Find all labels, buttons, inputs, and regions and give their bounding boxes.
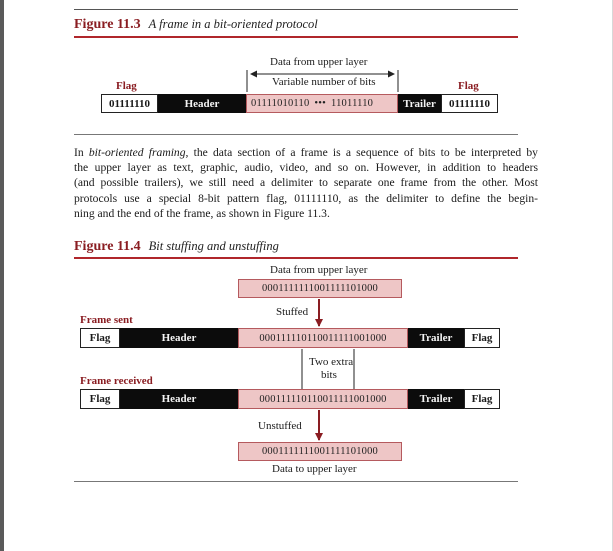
paragraph-line: ning and the end of the frame, as shown in Figure 11.3. xyxy=(74,206,330,220)
frame-data-bits-end: 11011110 xyxy=(331,98,374,109)
frame-sent-label: Frame sent xyxy=(80,314,133,326)
received-flag-right: Flag xyxy=(464,389,500,409)
frame-header: Header xyxy=(158,94,246,113)
figure-11-3-number: Figure 11.3 xyxy=(74,17,141,32)
received-flag-left: Flag xyxy=(80,389,120,409)
frame-data-ellipsis: ••• xyxy=(314,98,327,109)
frame-trailer: Trailer xyxy=(398,94,441,113)
sent-flag-left: Flag xyxy=(80,328,120,348)
extra-bits-label: bits xyxy=(321,369,337,381)
frame-flag-left: 01111110 xyxy=(101,94,158,113)
figure-11-4-number: Figure 11.4 xyxy=(74,239,141,254)
flag-left-label: Flag xyxy=(116,80,137,92)
frame-data-bits-start: 01111010110 xyxy=(251,98,310,109)
result-data-bits: 0001111111001111101000 xyxy=(238,442,402,461)
received-trailer: Trailer xyxy=(408,389,464,409)
paragraph-line: the upper layer as text, graphic, audio, video, and so on. However, in addition to headers xyxy=(74,161,538,175)
sent-flag-right: Flag xyxy=(464,328,500,348)
data-from-upper-layer-label-2: Data from upper layer xyxy=(270,264,368,276)
figure-11-3-title: A frame in a bit-oriented protocol xyxy=(148,17,318,31)
stuffed-label: Stuffed xyxy=(276,306,309,318)
sent-trailer: Trailer xyxy=(408,328,464,348)
sent-stuffed-bits: 000111110110011111001000 xyxy=(238,328,408,348)
paragraph-line: In bit-oriented framing, the data section of a frame is a sequence of bits to be interpreted by xyxy=(74,146,538,159)
figure-11-4-title: Bit stuffing and unstuffing xyxy=(148,239,279,253)
original-data-bits: 0001111111001111101000 xyxy=(238,279,402,298)
variable-bits-label: Variable number of bits xyxy=(272,76,376,88)
variable-length-dimension xyxy=(247,70,398,92)
received-stuffed-bits: 000111110110011111001000 xyxy=(238,389,408,409)
sent-header: Header xyxy=(120,328,238,348)
frame-flag-right: 01111110 xyxy=(441,94,498,113)
frame-received-label: Frame received xyxy=(80,375,153,387)
two-extra-label: Two extra xyxy=(309,356,354,368)
flag-right-label: Flag xyxy=(458,80,479,92)
data-to-upper-layer-label: Data to upper layer xyxy=(272,463,357,475)
unstuffed-label: Unstuffed xyxy=(258,420,302,432)
received-header: Header xyxy=(120,389,238,409)
paragraph-line: protocols use a special 8-bit pattern flag, 01111110, as the delimiter to define the begin- xyxy=(74,191,538,205)
paragraph-line: (and possible trailers), we still need a delimiter to separate one frame from the other. Most xyxy=(74,176,538,190)
italic-term: bit-oriented framing, xyxy=(88,146,189,159)
data-from-upper-layer-label: Data from upper layer xyxy=(270,56,368,68)
